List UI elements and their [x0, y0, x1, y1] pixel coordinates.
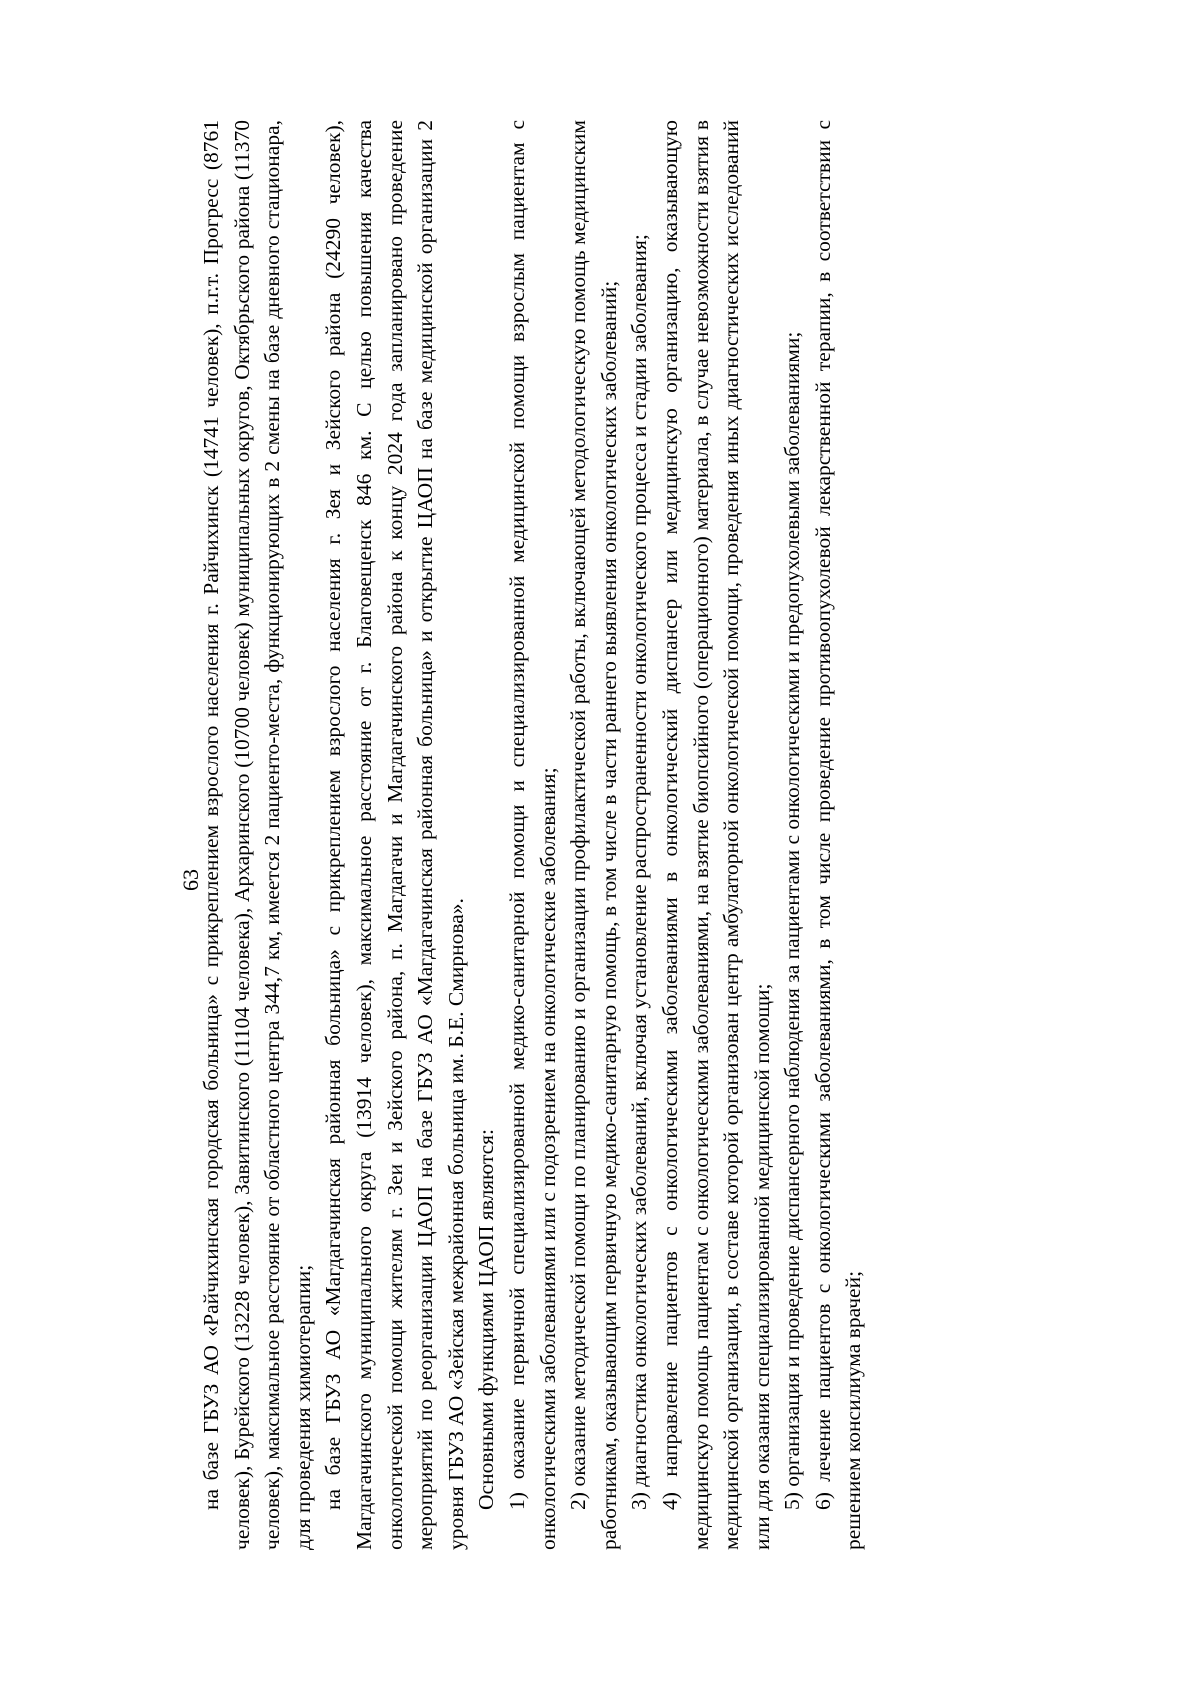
rotated-content [166, 120, 1066, 1550]
page-number: 63 [178, 869, 203, 891]
paragraph: на базе ГБУЗ АО «Магдагачинская районная больница» с прикреплением взрослого населения г. Зея и Зейского района (24290 человек), Магдагачинского муниципального округа (13914 человек), максимальное расстояние от г. Благовещенск 846 км. С целью повышения качества онкологической помощи жителям г. Зеи и Зейского района, п. Магдагачи и Магдагачинского района к концу 2024 года запланировано проведение мероприятий по реорганизации ЦАОП на базе ГБУЗ АО «Магдагачинская районная больница» и открытие ЦАОП на базе медицинской организации 2 уровня ГБУЗ АО «Зейская межрайонная больница им. Б.Е. Смирнова». [321, 120, 468, 1550]
paragraph: на базе ГБУЗ АО «Райчихинская городская больница» с прикреплением взрослого населения г. Райчихинск (14741 человек), п.г.т. Прогресс (8761 человек), Бурейского (13228 человек), Завитинского (11104 человека), Архаринского (10700 человек) муниципальных округов, Октябрьского района (11370 человек), максимальное расстояние от областного центра 344,7 км, имеется 2 пациенто-места, функционирующих в 2 смены на базе дневного стационара, для проведения химиотерапии; [199, 120, 315, 1550]
body-text [196, 120, 869, 1550]
paragraph: 6) лечение пациентов с онкологическими заболеваниями, в том числе проведение противоопухолевой лекарственной терапии, в соответствии с решением консилиума врачей; [810, 120, 866, 1550]
paragraph: 2) оказание методической помощи по планированию и организации профилактической работы, включающей методологическую помощь медицинским работникам, оказывающим первичную медико-санитарную помощь, в том числе в части раннего выявления онкологических заболеваний; [566, 120, 621, 1550]
paragraph: 3) диагностика онкологических заболеваний, включая установление распространенности онкологического процесса и стадии заболевания; [627, 234, 652, 1510]
paragraph: 4) направление пациентов с онкологическими заболеваниями в онкологический диспансер или медицинскую организацию, оказывающую медицинскую помощь пациентам с онкологическими заболеваниями, на взятие биопсийного (операционного) материала, в случае невозможности взятия в медицинской организации, в составе которой организован центр амбулаторной онкологической помощи, проведения иных диагностических исследований или для оказания специализированной медицинской помощи; [657, 120, 774, 1550]
paragraph: 1) оказание первичной специализированной медико-санитарной помощи и специализированной медицинской помощи взрослым пациентам с онкологическими заболеваниями или с подозрением на онкологические заболевания; [504, 120, 560, 1550]
paragraph: Основными функциями ЦАОП являются: [474, 1128, 499, 1510]
paragraph: 5) организация и проведение диспансерного наблюдения за пациентами с онкологическими и предопухолевыми заболеваниями; [780, 331, 805, 1510]
